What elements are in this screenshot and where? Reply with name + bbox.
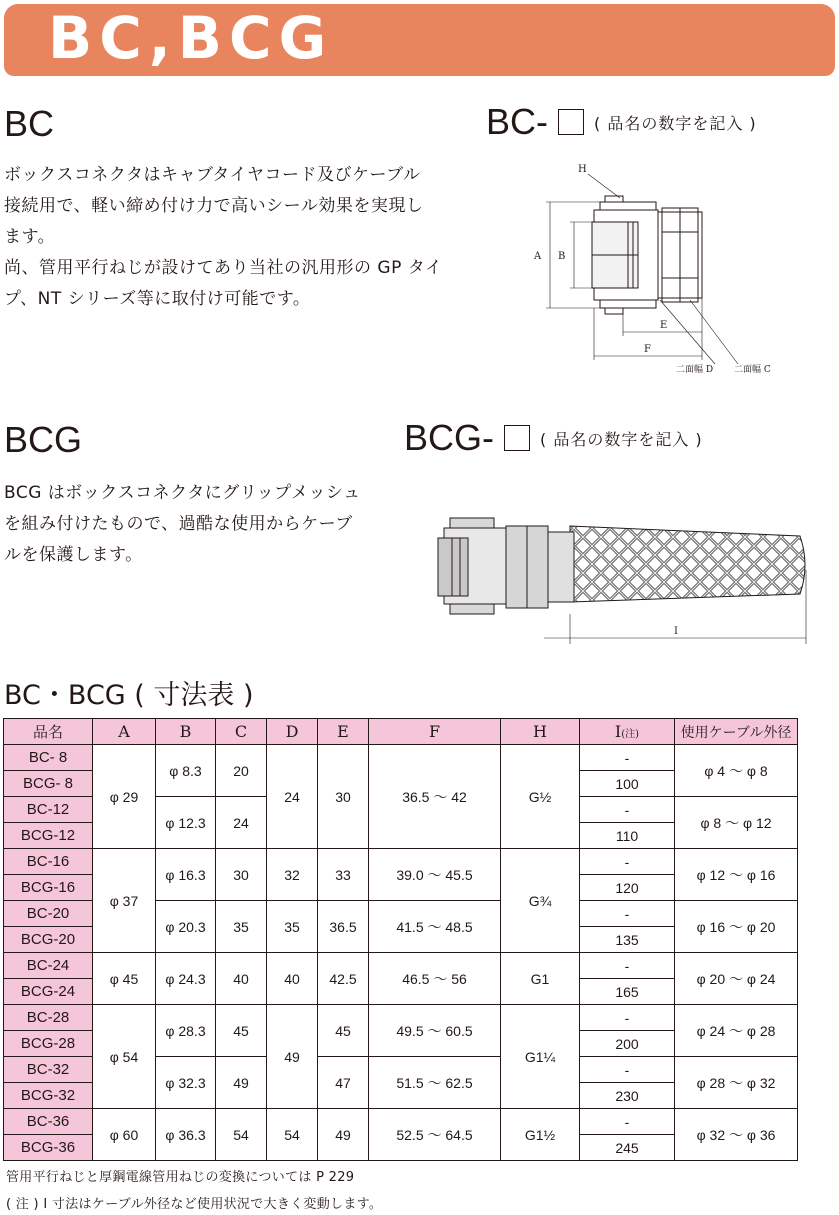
cell-i: - — [580, 797, 675, 823]
cell-cable: φ 24 ～ φ 28 — [675, 1005, 798, 1057]
cell-i: 230 — [580, 1083, 675, 1109]
table-row — [4, 745, 798, 771]
bcg-part-number-box — [504, 425, 530, 451]
cell-name: BC-12 — [4, 797, 93, 823]
cell-name: BC-16 — [4, 849, 93, 875]
cell-c: 35 — [216, 901, 267, 953]
header-banner — [4, 4, 835, 76]
cell-d: 54 — [267, 1109, 318, 1161]
header-i — [580, 719, 675, 745]
cell-name: BCG-24 — [4, 979, 93, 1005]
cell-d: 32 — [267, 849, 318, 901]
cell-f: 49.5 ～ 60.5 — [369, 1005, 501, 1057]
bcg-connector-diagram — [430, 510, 820, 650]
cell-a: φ 60 — [93, 1109, 156, 1161]
header-b: B — [156, 719, 216, 745]
cell-i: 110 — [580, 823, 675, 849]
cell-c: 24 — [216, 797, 267, 849]
header-cable: 使用ケーブル外径 — [675, 719, 798, 745]
header-i-note: (注) — [621, 729, 640, 740]
cell-h: G1½ — [501, 1109, 580, 1161]
cell-e: 49 — [318, 1109, 369, 1161]
cell-name: BC-36 — [4, 1109, 93, 1135]
bc-description-line: プ、NT シリーズ等に取付け可能です。 — [4, 289, 311, 309]
cell-b: φ 36.3 — [156, 1109, 216, 1161]
label-f: F — [644, 344, 651, 355]
header-a: A — [93, 719, 156, 745]
table-row — [4, 849, 798, 875]
cell-c: 49 — [216, 1057, 267, 1109]
table-row — [4, 953, 798, 979]
cell-name: BCG-12 — [4, 823, 93, 849]
cell-a: φ 54 — [93, 1005, 156, 1109]
cell-b: φ 12.3 — [156, 797, 216, 849]
cell-i: - — [580, 849, 675, 875]
cell-f: 39.0 ～ 45.5 — [369, 849, 501, 901]
cell-c: 54 — [216, 1109, 267, 1161]
cell-i: - — [580, 745, 675, 771]
table-row — [4, 1005, 798, 1031]
footnote-i-dimension: ( 注 ) I 寸法はケーブル外径など使用状況で大きく変動します。 — [6, 1197, 383, 1212]
dimension-table — [3, 718, 798, 1161]
cell-name: BC-24 — [4, 953, 93, 979]
cell-cable: φ 12 ～ φ 16 — [675, 849, 798, 901]
cell-d: 35 — [267, 901, 318, 953]
cell-b: φ 28.3 — [156, 1005, 216, 1057]
cell-h: G¾ — [501, 849, 580, 953]
bc-description-line: 接続用で、軽い締め付け力で高いシール効果を実現し — [4, 196, 424, 216]
header-e: E — [318, 719, 369, 745]
header-d: D — [267, 719, 318, 745]
label-d: 二面幅 D — [676, 365, 714, 375]
cell-a: φ 29 — [93, 745, 156, 849]
label-h: H — [578, 164, 587, 175]
footnote-thread-conversion: 管用平行ねじと厚鋼電線管用ねじの変換については P 229 — [6, 1170, 355, 1185]
page-title: BC,BCG — [48, 4, 334, 72]
label-a: A — [534, 251, 542, 262]
cell-b: φ 24.3 — [156, 953, 216, 1005]
cell-cable: φ 4 ～ φ 8 — [675, 745, 798, 797]
table-title: BC・BCG ( 寸法表 ) — [4, 680, 254, 711]
table-header-row — [4, 719, 798, 745]
bcg-part-note: ( 品名の数字を記入 ) — [540, 429, 703, 449]
cell-i: - — [580, 1057, 675, 1083]
bcg-description-line: BCG はボックスコネクタにグリップメッシュ — [4, 483, 361, 503]
cell-f: 51.5 ～ 62.5 — [369, 1057, 501, 1109]
cell-d: 24 — [267, 745, 318, 849]
cell-e: 30 — [318, 745, 369, 849]
header-i-label: I — [614, 722, 622, 741]
cell-name: BCG-36 — [4, 1135, 93, 1161]
cell-c: 20 — [216, 745, 267, 797]
bcg-description-line: を組み付けたもので、過酷な使用からケーブ — [4, 514, 353, 534]
bc-description — [4, 160, 442, 315]
bcg-description-line: ルを保護します。 — [4, 545, 143, 565]
cell-a: φ 37 — [93, 849, 156, 953]
cell-h: G1¼ — [501, 1005, 580, 1109]
cell-i: - — [580, 1109, 675, 1135]
cell-i: - — [580, 901, 675, 927]
cell-e: 33 — [318, 849, 369, 901]
cell-e: 42.5 — [318, 953, 369, 1005]
bc-part-number-box — [558, 109, 584, 135]
cell-f: 41.5 ～ 48.5 — [369, 901, 501, 953]
cell-i: 165 — [580, 979, 675, 1005]
cell-b: φ 32.3 — [156, 1057, 216, 1109]
cell-name: BCG-16 — [4, 875, 93, 901]
bcg-part-code — [404, 418, 703, 458]
header-h: H — [501, 719, 580, 745]
bcg-part-prefix: BCG- — [404, 417, 494, 458]
label-i: I — [674, 626, 678, 637]
cell-c: 40 — [216, 953, 267, 1005]
cell-name: BC- 8 — [4, 745, 93, 771]
cell-h: G1 — [501, 953, 580, 1005]
cell-b: φ 20.3 — [156, 901, 216, 953]
bc-description-line: ボックスコネクタはキャブタイヤコード及びケーブル — [4, 165, 421, 185]
table-row — [4, 1109, 798, 1135]
cell-name: BC-28 — [4, 1005, 93, 1031]
cell-f: 46.5 ～ 56 — [369, 953, 501, 1005]
cell-name: BCG-32 — [4, 1083, 93, 1109]
bc-description-line: 尚、管用平行ねじが設けてあり当社の汎用形の GP タイ — [4, 258, 443, 278]
header-name: 品名 — [4, 719, 93, 745]
cell-d: 49 — [267, 1005, 318, 1109]
cell-i: 135 — [580, 927, 675, 953]
cell-e: 47 — [318, 1057, 369, 1109]
cell-cable: φ 16 ～ φ 20 — [675, 901, 798, 953]
label-b: B — [558, 251, 566, 262]
cell-h: G½ — [501, 745, 580, 849]
cell-b: φ 8.3 — [156, 745, 216, 797]
header-c: C — [216, 719, 267, 745]
bcg-description — [4, 478, 361, 571]
bc-connector-diagram — [520, 160, 790, 375]
bcg-section-title: BCG — [4, 419, 83, 460]
cell-d: 40 — [267, 953, 318, 1005]
bc-section-title: BC — [4, 103, 55, 144]
cell-i: 245 — [580, 1135, 675, 1161]
label-c: 二面幅 C — [734, 365, 771, 375]
cell-name: BCG-20 — [4, 927, 93, 953]
header-f: F — [369, 719, 501, 745]
cell-cable: φ 8 ～ φ 12 — [675, 797, 798, 849]
cell-cable: φ 28 ～ φ 32 — [675, 1057, 798, 1109]
cell-e: 36.5 — [318, 901, 369, 953]
cell-e: 45 — [318, 1005, 369, 1057]
cell-i: 200 — [580, 1031, 675, 1057]
cell-c: 30 — [216, 849, 267, 901]
cell-cable: φ 32 ～ φ 36 — [675, 1109, 798, 1161]
cell-c: 45 — [216, 1005, 267, 1057]
bc-part-note: ( 品名の数字を記入 ) — [594, 113, 757, 133]
cell-i: 120 — [580, 875, 675, 901]
cell-cable: φ 20 ～ φ 24 — [675, 953, 798, 1005]
cell-name: BC-20 — [4, 901, 93, 927]
cell-i: 100 — [580, 771, 675, 797]
cell-a: φ 45 — [93, 953, 156, 1005]
label-e: E — [660, 320, 668, 331]
bc-part-code — [486, 102, 757, 142]
cell-name: BC-32 — [4, 1057, 93, 1083]
bc-description-line: ます。 — [4, 227, 56, 247]
cell-i: - — [580, 1005, 675, 1031]
bc-part-prefix: BC- — [486, 101, 548, 142]
cell-f: 36.5 ～ 42 — [369, 745, 501, 849]
cell-b: φ 16.3 — [156, 849, 216, 901]
cell-f: 52.5 ～ 64.5 — [369, 1109, 501, 1161]
cell-name: BCG- 8 — [4, 771, 93, 797]
cell-name: BCG-28 — [4, 1031, 93, 1057]
cell-i: - — [580, 953, 675, 979]
